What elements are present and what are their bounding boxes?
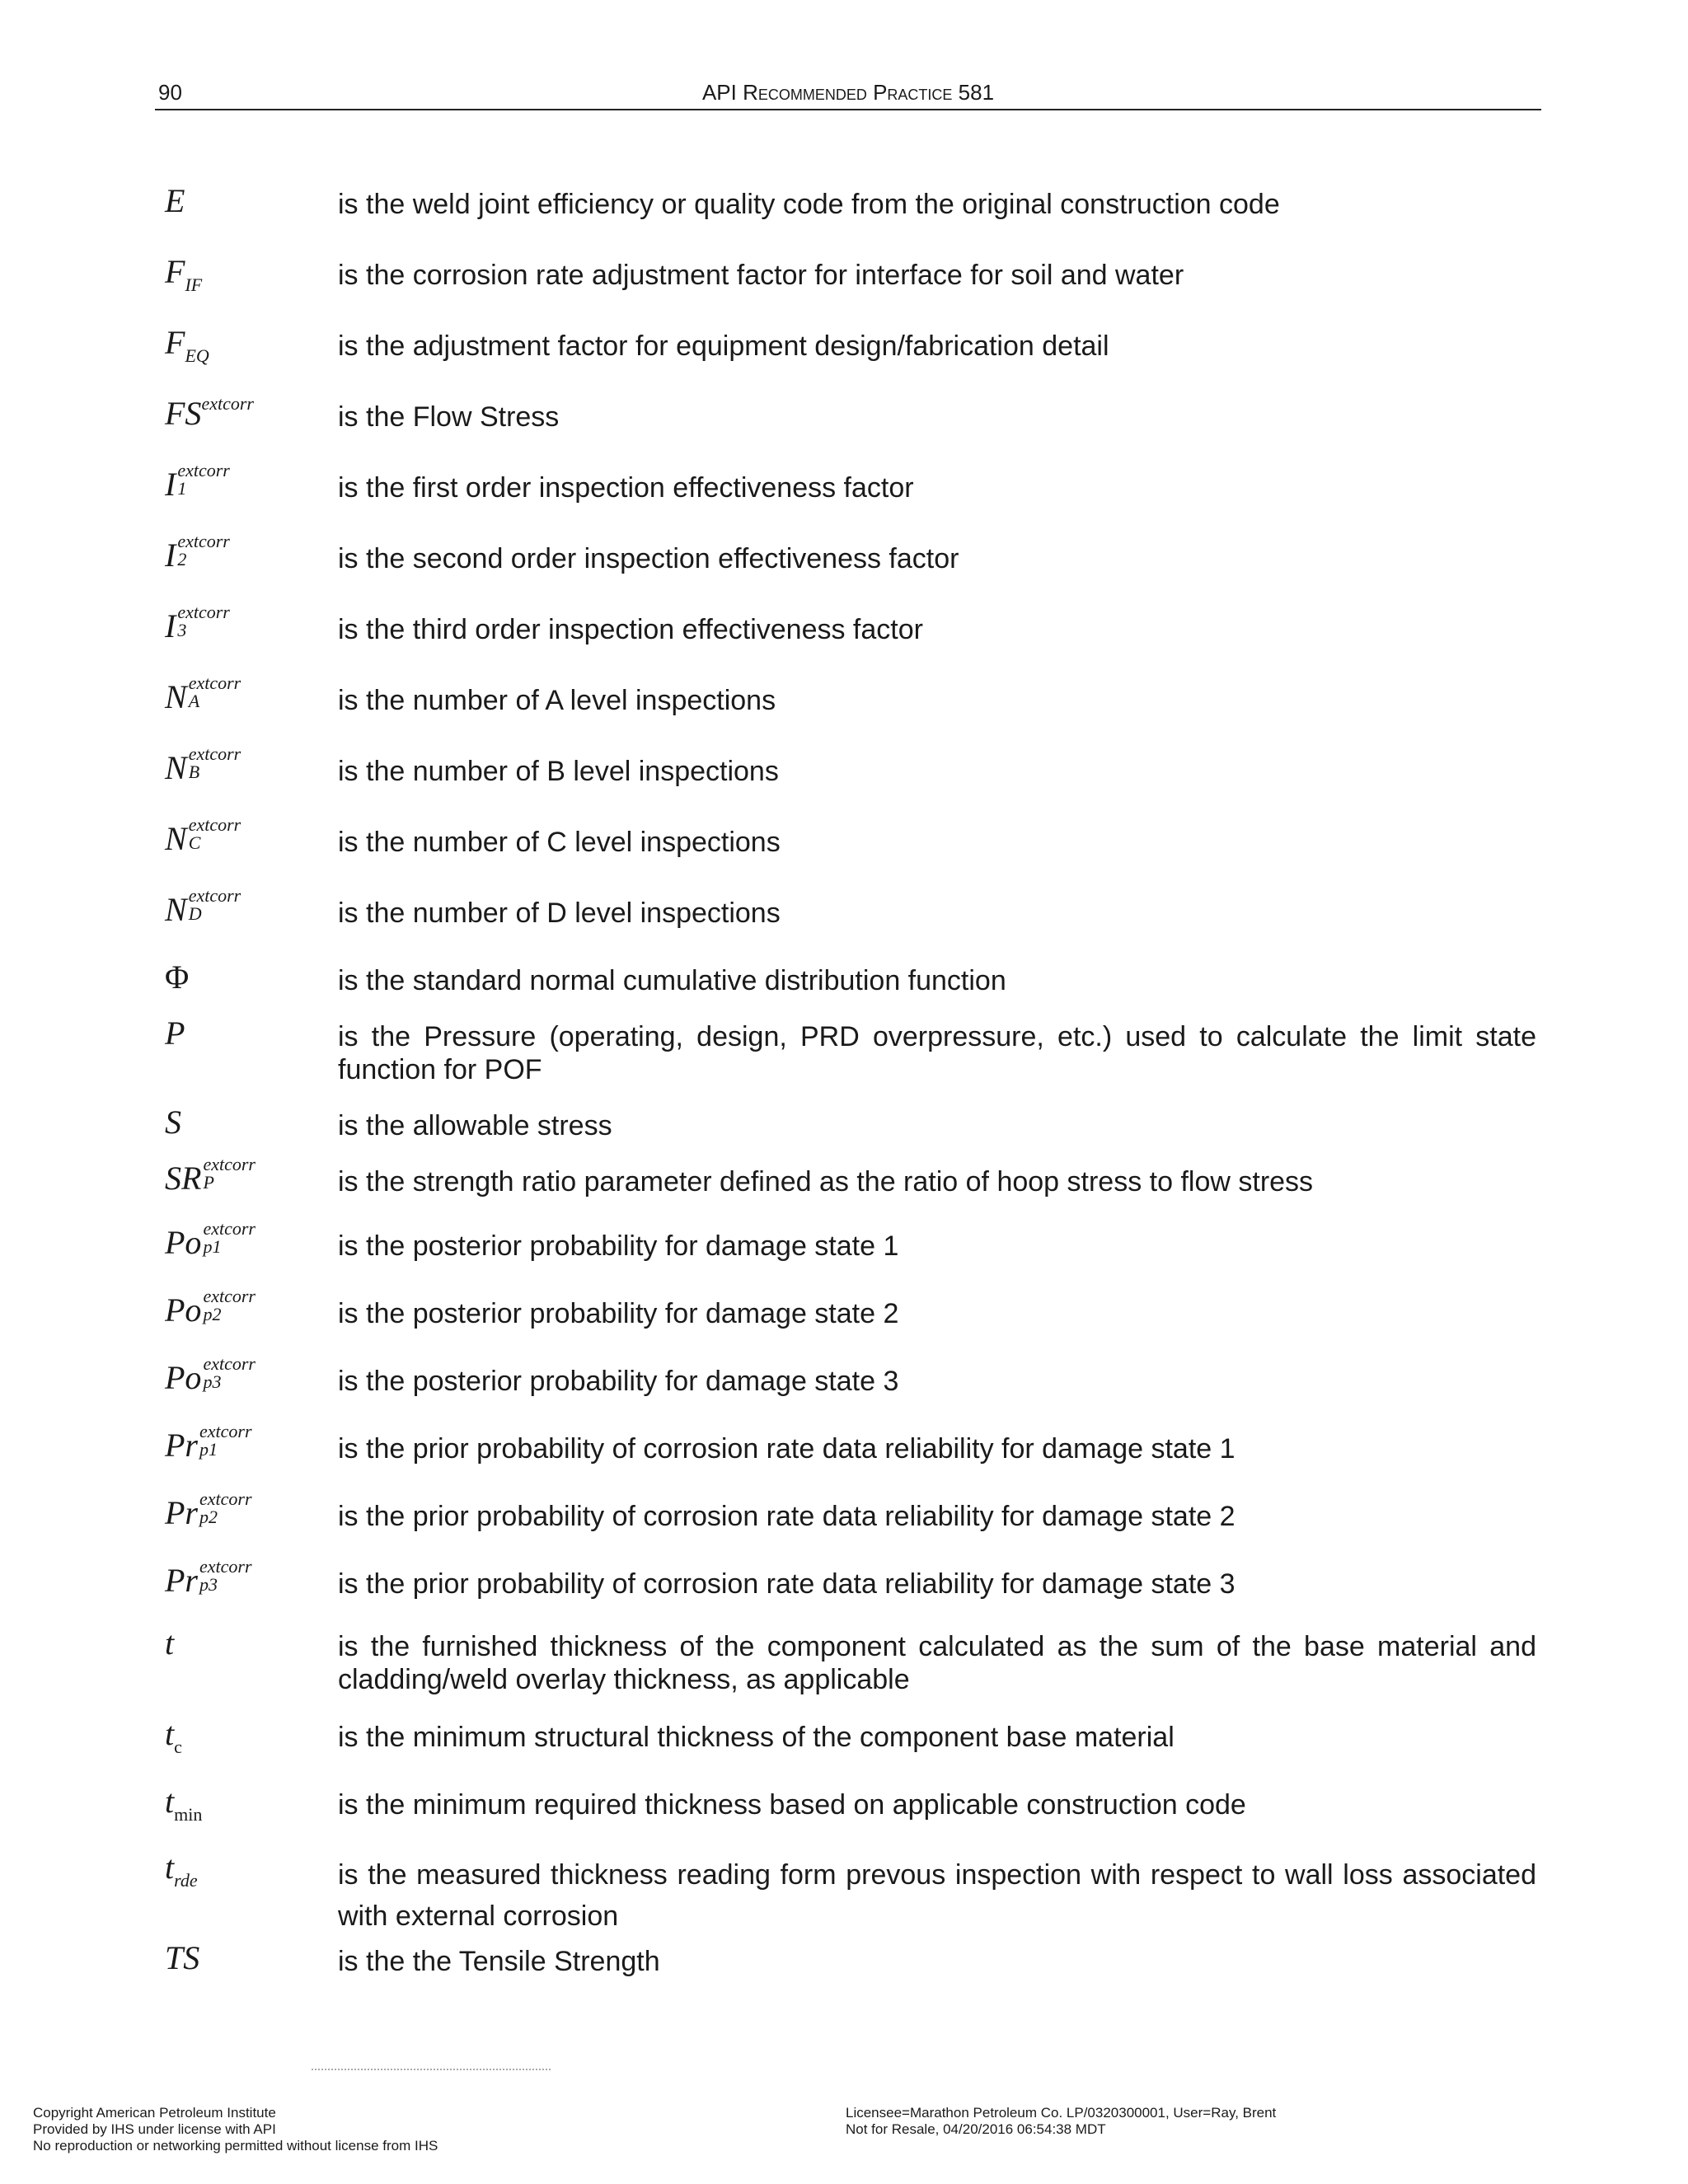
- definition-text: is the Pressure (operating, design, PRD overpressure, etc.) used to calculate the limit state function for POF: [338, 1021, 1536, 1085]
- definition-text: is the minimum structural thickness of the component base material: [338, 1722, 1175, 1753]
- symbol-subscript: P: [203, 1172, 214, 1193]
- symbol-base: Pr: [165, 1562, 198, 1599]
- symbol-superscript: extcorr: [203, 1286, 256, 1306]
- definition-text: is the number of B level inspections: [338, 756, 779, 787]
- symbol-superscript: extcorr: [177, 531, 230, 551]
- symbol-base: Po: [165, 1224, 202, 1261]
- symbol-base: I: [165, 607, 176, 644]
- symbol-subscript: EQ: [185, 345, 209, 366]
- symbol: [165, 743, 330, 786]
- definition-text: is the prior probability of corrosion rate data reliability for damage state 3: [338, 1568, 1236, 1600]
- symbol-base: N: [165, 749, 187, 786]
- symbol: [165, 1104, 330, 1141]
- symbol: [165, 673, 330, 715]
- definition-text: is the strength ratio parameter defined as the ratio of hoop stress to flow stress: [338, 1166, 1314, 1197]
- definition-text: is the weld joint efficiency or quality code from the original construction code: [338, 189, 1280, 220]
- definition-text: is the adjustment factor for equipment design/fabrication detail: [338, 330, 1109, 362]
- symbol-scripts: [177, 462, 230, 498]
- symbol-base: t: [165, 1715, 175, 1752]
- symbol-base: t: [165, 1849, 175, 1886]
- symbol-base: S: [165, 1104, 181, 1141]
- definition-text: is the second order inspection effectiveness factor: [338, 543, 959, 574]
- symbol-base: Po: [165, 1291, 202, 1329]
- symbol-scripts: [189, 887, 241, 923]
- symbol-subscript: p1: [203, 1236, 222, 1257]
- symbol: [165, 1716, 330, 1757]
- symbol-superscript: extcorr: [188, 885, 241, 906]
- symbol-scripts: [189, 816, 241, 852]
- symbol-base: N: [165, 678, 187, 715]
- symbol-subscript: p1: [199, 1439, 218, 1460]
- definition-text: is the posterior probability for damage state 1: [338, 1230, 899, 1262]
- symbol-subscript: 3: [177, 620, 187, 640]
- symbol-base: F: [165, 253, 185, 290]
- symbol-superscript: extcorr: [203, 1353, 256, 1374]
- definition-text: is the third order inspection effectiveness factor: [338, 614, 923, 645]
- symbol-subscript: p2: [199, 1507, 218, 1527]
- symbol: [165, 1940, 330, 1976]
- symbol: [165, 1783, 330, 1825]
- symbol: [165, 1849, 330, 1891]
- definition-text: is the prior probability of corrosion rate data reliability for damage state 2: [338, 1501, 1236, 1532]
- definition-text: is the standard normal cumulative distribution function: [338, 965, 1006, 996]
- symbol-base: Pr: [165, 1427, 198, 1464]
- symbol-superscript: extcorr: [188, 673, 241, 693]
- symbol-base: N: [165, 891, 187, 928]
- symbol-scripts: [203, 1155, 256, 1192]
- symbol-subscript: p3: [203, 1371, 222, 1392]
- symbol: [165, 254, 330, 295]
- symbol-base: t: [165, 1783, 175, 1820]
- symbol-subscript: B: [188, 762, 200, 782]
- definition-text: is the number of D level inspections: [338, 898, 781, 929]
- symbol: [165, 1625, 330, 1661]
- symbol: [165, 1421, 330, 1464]
- symbol-subscript: 1: [177, 478, 187, 499]
- symbol-subscript: rde: [174, 1870, 198, 1891]
- symbol-subscript: min: [174, 1804, 203, 1825]
- symbol-scripts: [199, 1558, 252, 1594]
- symbol-base: TS: [165, 1939, 200, 1976]
- symbol-superscript: extcorr: [199, 1488, 252, 1509]
- definition-text: is the minimum required thickness based on applicable construction code: [338, 1789, 1246, 1821]
- symbol-superscript: extcorr: [201, 393, 254, 414]
- definition-text: is the the Tensile Strength: [338, 1946, 660, 1977]
- symbol-scripts: [189, 674, 241, 710]
- definition-text: is the number of A level inspections: [338, 685, 776, 716]
- definition-text: is the prior probability of corrosion rate data reliability for damage state 1: [338, 1433, 1236, 1465]
- definition-text: is the measured thickness reading form prevous inspection with respect to wall loss associated with external corrosion: [338, 1859, 1536, 1932]
- symbol-subscript: p3: [199, 1574, 218, 1595]
- symbol-scripts: [199, 1490, 252, 1526]
- symbol: [165, 1154, 330, 1197]
- page-number: 90: [158, 80, 182, 105]
- symbol-scripts: [189, 745, 241, 781]
- symbol-superscript: extcorr: [188, 814, 241, 835]
- symbol-subscript: 2: [177, 549, 187, 569]
- definition-text: is the allowable stress: [338, 1110, 612, 1141]
- symbol: [165, 531, 330, 574]
- running-title: API Recommended Practice 581: [701, 80, 995, 105]
- symbol-subscript: IF: [185, 274, 203, 295]
- symbol-subscript: A: [188, 691, 200, 711]
- symbol-subscript: C: [188, 832, 201, 853]
- symbol-superscript: extcorr: [203, 1154, 256, 1174]
- symbol: [165, 959, 330, 996]
- symbol: [165, 183, 330, 219]
- symbol-base: SR: [165, 1160, 202, 1197]
- symbol-superscript: extcorr: [199, 1556, 252, 1577]
- symbol-scripts: [203, 1355, 256, 1391]
- symbol-base: I: [165, 466, 176, 503]
- symbol-scripts: [177, 603, 230, 640]
- symbol: [165, 460, 330, 503]
- page-header: [155, 79, 1541, 110]
- symbol-superscript: extcorr: [177, 460, 230, 480]
- symbol-base: t: [165, 1624, 175, 1661]
- symbol-base: Pr: [165, 1494, 198, 1531]
- symbol-subscript: D: [188, 903, 202, 924]
- symbol: [165, 1286, 330, 1329]
- definition-text: is the number of C level inspections: [338, 827, 781, 858]
- symbol: [165, 1015, 330, 1052]
- symbol-superscript: extcorr: [199, 1421, 252, 1441]
- definition-text: is the corrosion rate adjustment factor for interface for soil and water: [338, 260, 1184, 291]
- symbol: [165, 1353, 330, 1396]
- definition-text: is the furnished thickness of the component calculated as the sum of the base material and cladding/weld overlay thickness, as applicable: [338, 1631, 1536, 1695]
- definition-text: is the Flow Stress: [338, 401, 560, 433]
- symbol-scripts: [203, 1220, 256, 1256]
- symbol-subscript: c: [174, 1736, 182, 1757]
- symbol: [165, 1218, 330, 1261]
- definition-text: is the first order inspection effectiveness factor: [338, 472, 914, 504]
- symbol-scripts: [199, 1422, 252, 1459]
- symbol-base: I: [165, 537, 176, 574]
- symbol-base: Po: [165, 1359, 202, 1396]
- symbol-superscript: extcorr: [203, 1218, 256, 1239]
- symbol-subscript: p2: [203, 1304, 222, 1324]
- symbol: [165, 602, 330, 644]
- symbol-superscript: extcorr: [177, 602, 230, 622]
- symbol: [165, 814, 330, 857]
- symbol-scripts: [203, 1287, 256, 1324]
- symbol: [165, 1488, 330, 1531]
- symbol: [165, 1556, 330, 1599]
- symbol-scripts: [177, 532, 230, 569]
- symbol: [165, 885, 330, 928]
- symbol-base: F: [165, 324, 185, 361]
- symbol: [165, 393, 330, 437]
- scan-artifact: [312, 2069, 551, 2075]
- symbol-base: E: [165, 182, 185, 219]
- symbol-base: FS: [165, 395, 202, 432]
- symbol-base: N: [165, 820, 187, 857]
- footer-license: Licensee=Marathon Petroleum Co. LP/0320300001, User=Ray, Brent Not for Resale, 04/20/2016 06:54:38 MDT: [846, 2105, 1277, 2137]
- footer-copyright: Copyright American Petroleum Institute Provided by IHS under license with API No reproduction or networking permitted without license from IHS: [33, 2105, 438, 2154]
- definition-text: is the posterior probability for damage state 2: [338, 1298, 899, 1329]
- definition-text: is the posterior probability for damage state 3: [338, 1366, 899, 1397]
- symbol-base: Φ: [165, 958, 190, 996]
- symbol-superscript: extcorr: [188, 743, 241, 764]
- symbol-base: P: [165, 1015, 185, 1052]
- symbol: [165, 325, 330, 366]
